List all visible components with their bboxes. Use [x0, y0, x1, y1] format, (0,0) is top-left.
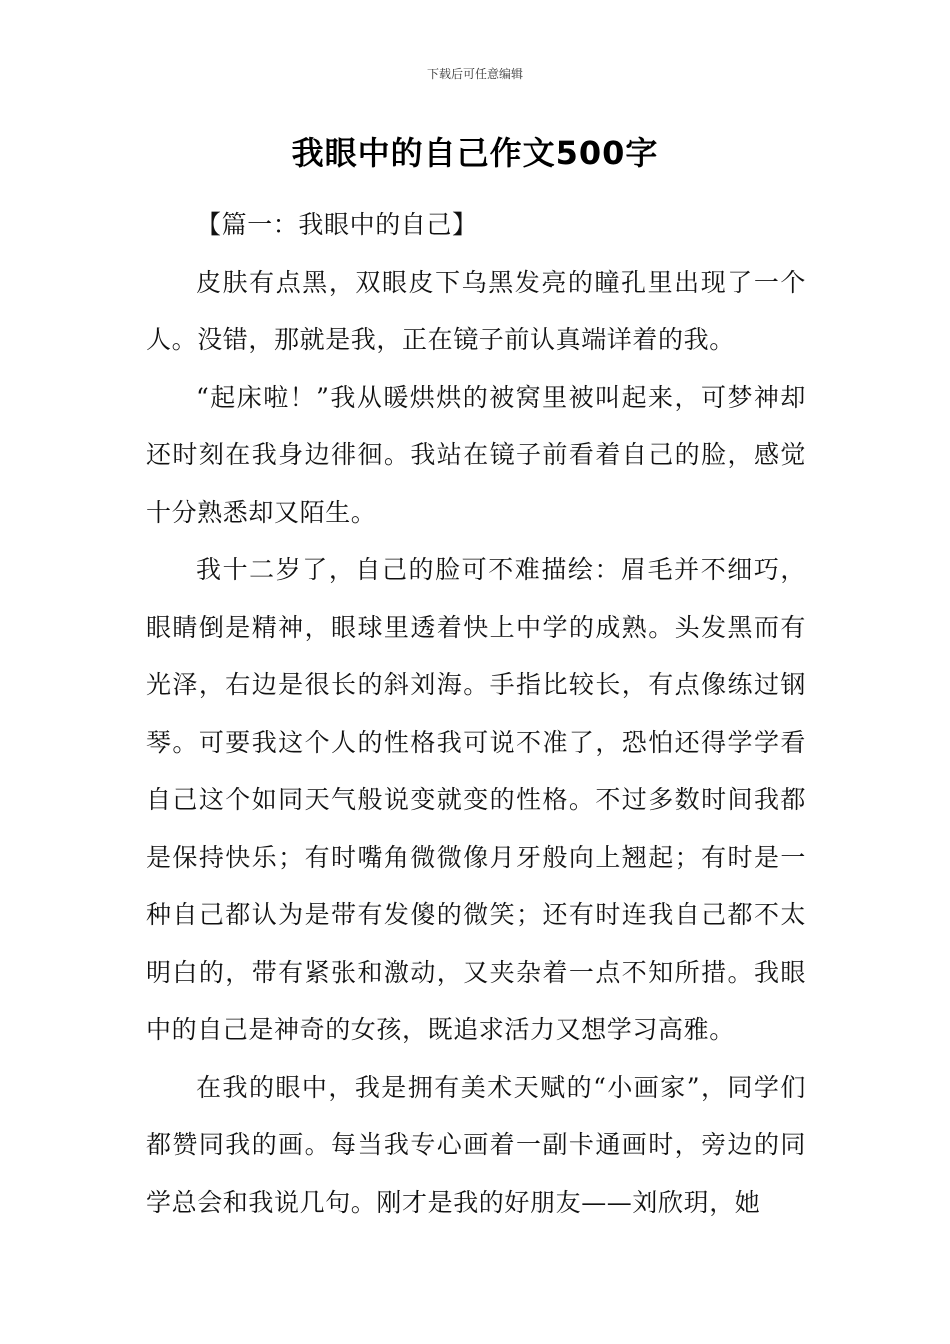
paragraph: 皮肤有点黑，双眼皮下乌黑发亮的瞳孔里出现了一个人。没错，那就是我，正在镜子前认真端详着的我。 [146, 267, 806, 354]
document-body [146, 196, 806, 1231]
paragraph: “起床啦！”我从暖烘烘的被窝里被叫起来，可梦神却还时刻在我身边徘徊。我站在镜子前看着自己的脸，感觉十分熟悉却又陌生。 [146, 382, 806, 527]
header-note: 下载后可任意编辑 [426, 67, 523, 81]
paragraph: 我十二岁了，自己的脸可不难描绘：眉毛并不细巧，眼睛倒是精神，眼球里透着快上中学的成熟。头发黑而有光泽，右边是很长的斜刘海。手指比较长，有点像练过钢琴。可要我这个人的性格我可说不准了，恐怕还得学学看自己这个如同天气般说变就变的性格。不过多数时间我都是保持快乐；有时嘴角微微像月牙般向上翘起；有时是一种自己都认为是带有发傻的微笑；还有时连我自己都不太明白的，带有紧张和激动，又夹杂着一点不知所措。我眼中的自己是神奇的女孩，既追求活力又想学习高雅。 [146, 555, 806, 1044]
section-heading: 【篇一：我眼中的自己】 [196, 210, 478, 239]
paragraph: 在我的眼中，我是拥有美术天赋的“小画家”，同学们都赞同我的画。每当我专心画着一副卡通画时，旁边的同学总会和我说几句。刚才是我的好朋友——刘欣玥，她 [146, 1072, 806, 1217]
document-title: 我眼中的自己作文500字 [291, 134, 659, 172]
